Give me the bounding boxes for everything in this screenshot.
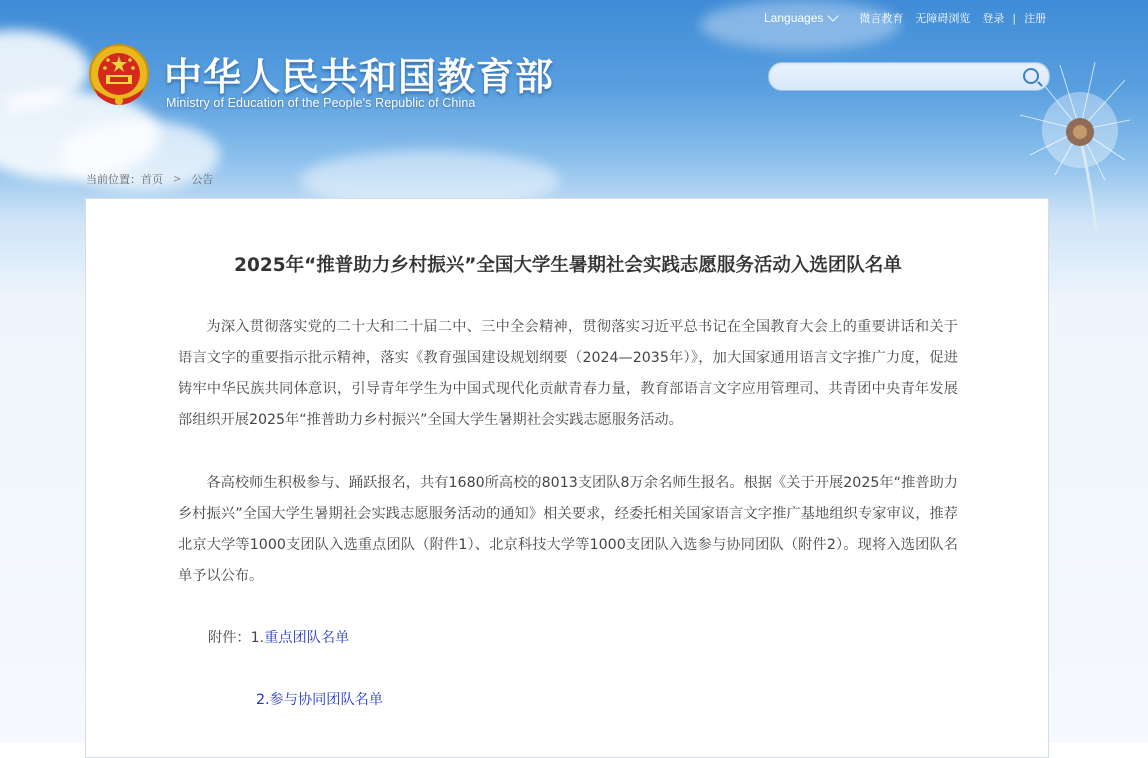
top-utility-bar — [764, 8, 1052, 28]
brand-english-name: Ministry of Education of the People's Republic of China — [166, 96, 476, 110]
accessible-browse-link[interactable]: 无障碍浏览 — [915, 12, 971, 25]
breadcrumb-current[interactable]: 公告 — [191, 173, 214, 186]
attachment-2-number: 2. — [256, 692, 270, 708]
breadcrumb — [86, 171, 213, 187]
breadcrumb-arrow: > — [173, 173, 182, 185]
register-link[interactable]: 注册 — [1024, 12, 1047, 25]
attachment-2-link[interactable] — [256, 692, 383, 708]
topbar-separator: | — [1012, 11, 1017, 25]
breadcrumb-home-link[interactable]: 首页 — [141, 173, 163, 186]
paragraph-text: 为深入贯彻落实党的二十大和二十届二中、三中全会精神，贯彻落实习近平总书记在全国教育大会上的重要讲话和关于语言文字的重要指示批示精神，落实《教育强国建设规划纲要（2024—2035年）》，加大国家通用语言文字推广力度，促进铸牢中华民族共同体意识，引导青年学生为中国式现代化贡献青春力量，教育部语言文字应用管理司、共青团中央青年发展部组织开展2025年“推普助力乡村振兴”全国大学生暑期社会实践志愿服务活动。 — [178, 319, 958, 428]
article-paragraph-1 — [178, 312, 958, 436]
article-title: 2025年“推普助力乡村振兴”全国大学生暑期社会实践志愿服务活动入选团队名单 — [234, 255, 902, 276]
search-icon[interactable] — [1023, 68, 1039, 84]
attachment-2-title: 参与协同团队名单 — [269, 692, 384, 708]
attachment-1 — [208, 627, 349, 647]
brand-chinese-name[interactable]: 中华人民共和国教育部 — [164, 55, 555, 99]
attachment-label: 附件： — [208, 630, 251, 646]
breadcrumb-prefix: 当前位置： — [86, 173, 141, 186]
article-paragraph-2 — [178, 468, 958, 592]
weiyan-link[interactable]: 微言教育 — [859, 12, 904, 25]
search-input[interactable] — [781, 66, 1015, 88]
attachment-1-link[interactable]: 重点团队名单 — [264, 630, 350, 646]
article-panel — [85, 198, 1049, 758]
chevron-down-icon — [828, 10, 839, 21]
search-box — [768, 62, 1050, 91]
attachment-2 — [256, 689, 383, 709]
national-emblem-icon — [86, 44, 152, 112]
attachment-1-number: 1. — [250, 630, 265, 646]
paragraph-text: 各高校师生积极参与、踊跃报名，共有1680所高校的8013支团队8万余名师生报名。根据《关于开展2025年“推普助力乡村振兴”全国大学生暑期社会实践志愿服务活动的通知》相关要求，经委托相关国家语言文字推广基地组织专家审议，推荐北京大学等1000支团队入选重点团队（附件1）、北京科技大学等1000支团队入选参与协同团队（附件2）。现将入选团队名单予以公布。 — [178, 475, 958, 584]
login-link[interactable]: 登录 — [982, 12, 1005, 25]
languages-label: Languages — [764, 11, 824, 25]
languages-dropdown[interactable] — [764, 11, 837, 25]
